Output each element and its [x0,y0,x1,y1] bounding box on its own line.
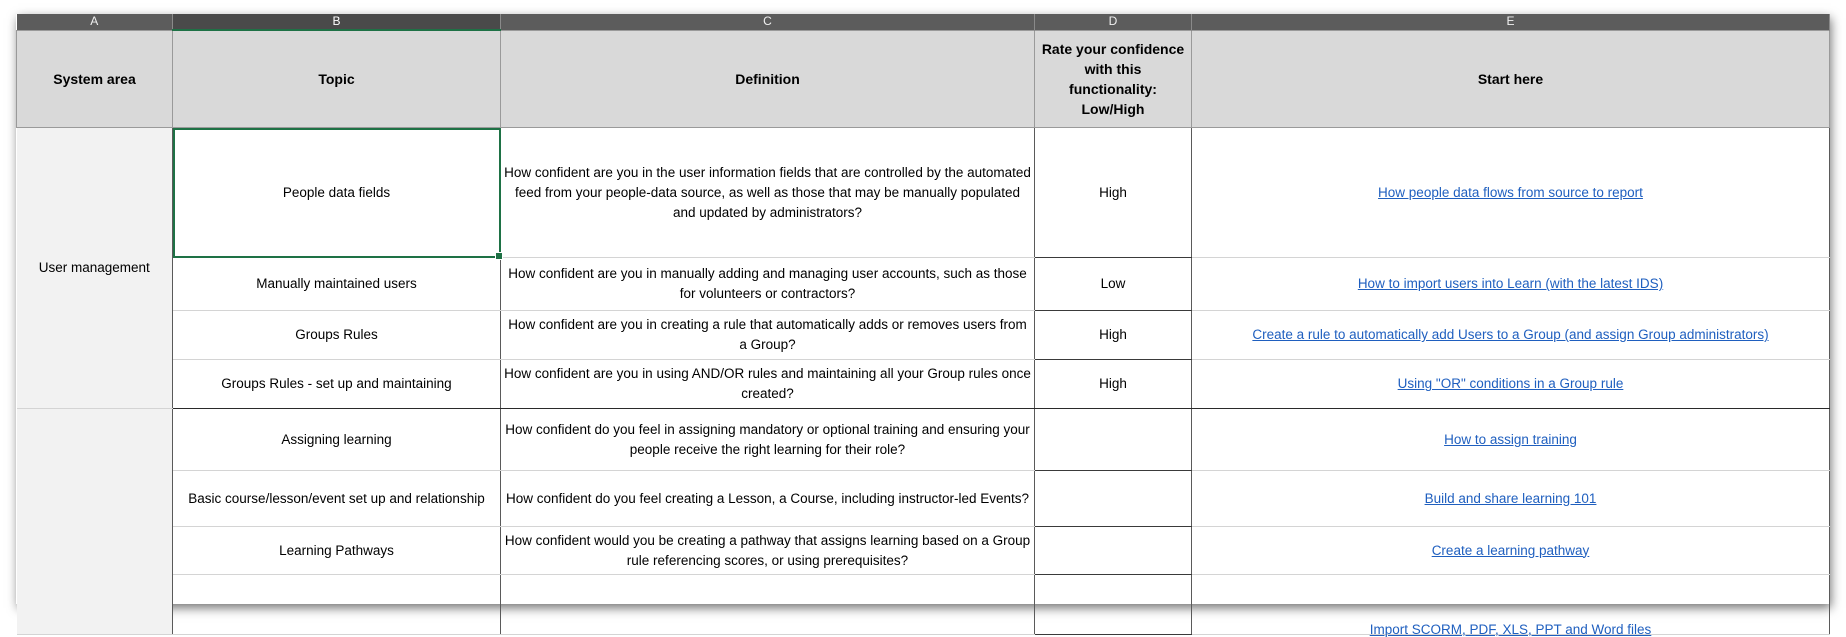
column-header-e[interactable]: E [1192,14,1830,30]
header-definition[interactable]: Definition [501,30,1035,128]
topic-cell[interactable]: Manually maintained users [173,258,501,311]
header-system-area[interactable]: System area [17,30,173,128]
start-here-cell[interactable] [1192,575,1830,635]
column-header-a[interactable]: A [17,14,173,30]
start-here-link[interactable]: How to assign training [1444,431,1577,447]
spreadsheet [16,14,1829,637]
confidence-cell[interactable] [1035,527,1192,575]
start-here-cell[interactable] [1192,471,1830,527]
confidence-cell[interactable] [1035,471,1192,527]
topic-cell[interactable]: Learning Pathways [173,527,501,575]
column-header-d[interactable]: D [1035,14,1192,30]
topic-cell[interactable]: Groups Rules [173,311,501,360]
column-header-b[interactable]: B [173,14,501,30]
header-start-here[interactable]: Start here [1192,30,1830,128]
start-here-link[interactable]: Import SCORM, PDF, XLS, PPT and Word files [1369,622,1652,637]
confidence-cell[interactable]: High [1035,128,1192,258]
topic-text: People data fields [282,184,391,200]
start-here-cell[interactable] [1192,527,1830,575]
confidence-cell[interactable] [1035,409,1192,471]
definition-cell[interactable]: How confident are you in using AND/OR rules and maintaining all your Group rules once created? [501,360,1035,409]
column-header-c[interactable]: C [501,14,1035,30]
system-area-cell[interactable]: User management [17,128,173,409]
start-here-link[interactable]: Create a rule to automatically add Users to a Group (and assign Group administrators) [1252,327,1769,342]
confidence-cell[interactable]: Low [1035,258,1192,311]
start-here-link[interactable]: How people data flows from source to report [1378,184,1643,200]
start-here-cell[interactable] [1192,360,1830,409]
start-here-link[interactable]: How to import users into Learn (with the latest IDS) [1357,276,1664,291]
confidence-cell[interactable]: High [1035,311,1192,360]
header-topic[interactable]: Topic [173,30,501,128]
fill-handle[interactable] [495,252,503,260]
topic-cell[interactable]: Groups Rules - set up and maintaining [173,360,501,409]
topic-cell[interactable] [173,128,501,258]
definition-cell[interactable]: How confident do you feel creating a Lesson, a Course, including instructor-led Events? [501,471,1035,527]
system-area-cell[interactable] [17,409,173,635]
start-here-link[interactable]: Create a learning pathway [1431,542,1590,558]
start-here-link[interactable]: Build and share learning 101 [1424,490,1597,506]
confidence-cell[interactable] [1035,575,1192,635]
topic-cell[interactable]: Basic course/lesson/event set up and relationship [173,471,501,527]
header-confidence[interactable]: Rate your confidence with this functionality: Low/High [1035,30,1192,128]
topic-cell[interactable] [173,575,501,635]
start-here-link[interactable]: Using "OR" conditions in a Group rule [1397,376,1624,391]
confidence-cell[interactable]: High [1035,360,1192,409]
definition-cell[interactable]: How confident are you in creating a rule that automatically adds or removes users from a Group? [501,311,1035,360]
definition-cell[interactable]: How confident would you be creating a pathway that assigns learning based on a Group rule referencing scores, or using prerequisites? [501,527,1035,575]
sheet-grid [16,14,1830,635]
start-here-cell[interactable] [1192,258,1830,311]
topic-cell[interactable]: Assigning learning [173,409,501,471]
definition-cell[interactable] [501,575,1035,635]
definition-cell[interactable]: How confident are you in the user information fields that are controlled by the automated feed from your people-data source, as well as those that may be manually populated and updated by administrators? [501,128,1035,258]
start-here-cell[interactable] [1192,128,1830,258]
definition-cell[interactable]: How confident do you feel in assigning mandatory or optional training and ensuring your people receive the right learning for their role? [501,409,1035,471]
start-here-cell[interactable] [1192,311,1830,360]
start-here-cell[interactable] [1192,409,1830,471]
definition-cell[interactable]: How confident are you in manually adding and managing user accounts, such as those for volunteers or contractors? [501,258,1035,311]
